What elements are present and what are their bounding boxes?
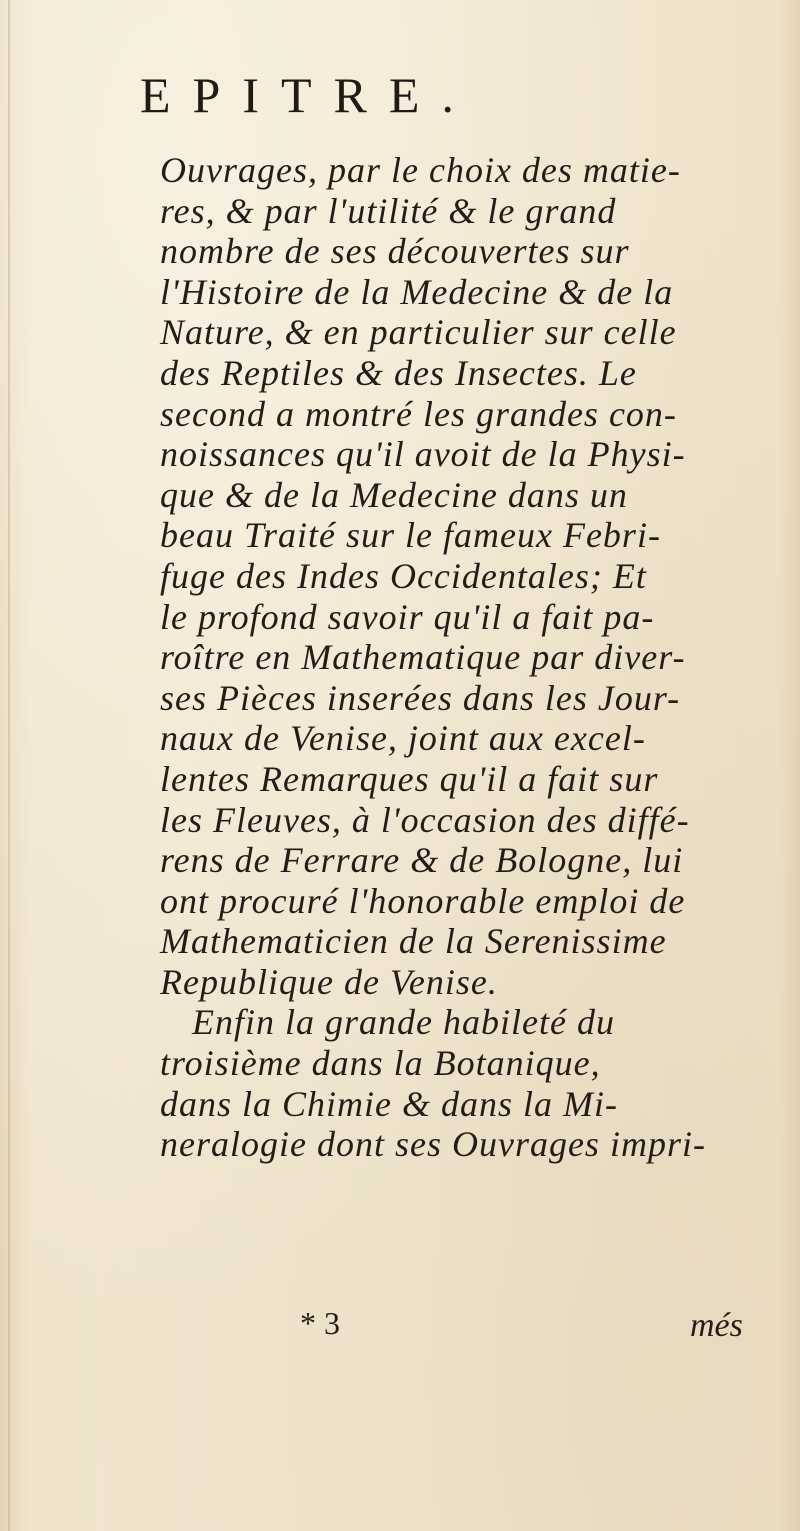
text-line: que & de la Medecine dans un bbox=[160, 474, 628, 515]
body-text bbox=[160, 150, 790, 1165]
text-line: des Reptiles & des Insectes. Le bbox=[160, 352, 637, 393]
text-line: nombre de ses découvertes sur bbox=[160, 231, 630, 272]
text-line: neralogie dont ses Ouvrages impri- bbox=[160, 1124, 706, 1165]
text-line: dans la Chimie & dans la Mi- bbox=[160, 1083, 618, 1124]
text-line: Enfin la grande habileté du bbox=[192, 1002, 615, 1043]
text-line: roître en Mathematique par diver- bbox=[160, 637, 686, 678]
text-line: l'Histoire de la Medecine & de la bbox=[160, 271, 674, 312]
text-line: Ouvrages, par le choix des matie- bbox=[160, 150, 681, 190]
page-heading: EPITRE. bbox=[140, 67, 476, 123]
text-line: ses Pièces inserées dans les Jour- bbox=[160, 677, 681, 718]
text-line: Mathematicien de la Serenissime bbox=[160, 921, 667, 962]
page-gutter bbox=[8, 0, 10, 1531]
text-line: le profond savoir qu'il a fait pa- bbox=[160, 596, 655, 637]
text-line: second a montré les grandes con- bbox=[160, 393, 677, 434]
signature-mark: * 3 bbox=[300, 1305, 340, 1341]
text-line: noissances qu'il avoit de la Physi- bbox=[160, 434, 686, 475]
text-line: naux de Venise, joint aux excel- bbox=[160, 718, 646, 759]
text-line: Nature, & en particulier sur celle bbox=[160, 312, 677, 353]
text-line: les Fleuves, à l'occasion des diffé- bbox=[160, 799, 690, 840]
text-line: lentes Remarques qu'il a fait sur bbox=[160, 758, 659, 799]
text-line: beau Traité sur le fameux Febri- bbox=[160, 515, 661, 556]
text-line: fuge des Indes Occidentales; Et bbox=[160, 555, 647, 596]
text-line: res, & par l'utilité & le grand bbox=[160, 190, 617, 231]
text-line: rens de Ferrare & de Bologne, lui bbox=[160, 840, 684, 881]
catchword: més bbox=[690, 1307, 743, 1344]
text-line: Republique de Venise. bbox=[160, 961, 498, 1002]
page-footer bbox=[0, 1305, 800, 1355]
text-line: ont procuré l'honorable emploi de bbox=[160, 880, 686, 921]
text-line: troisième dans la Botanique, bbox=[160, 1043, 601, 1084]
